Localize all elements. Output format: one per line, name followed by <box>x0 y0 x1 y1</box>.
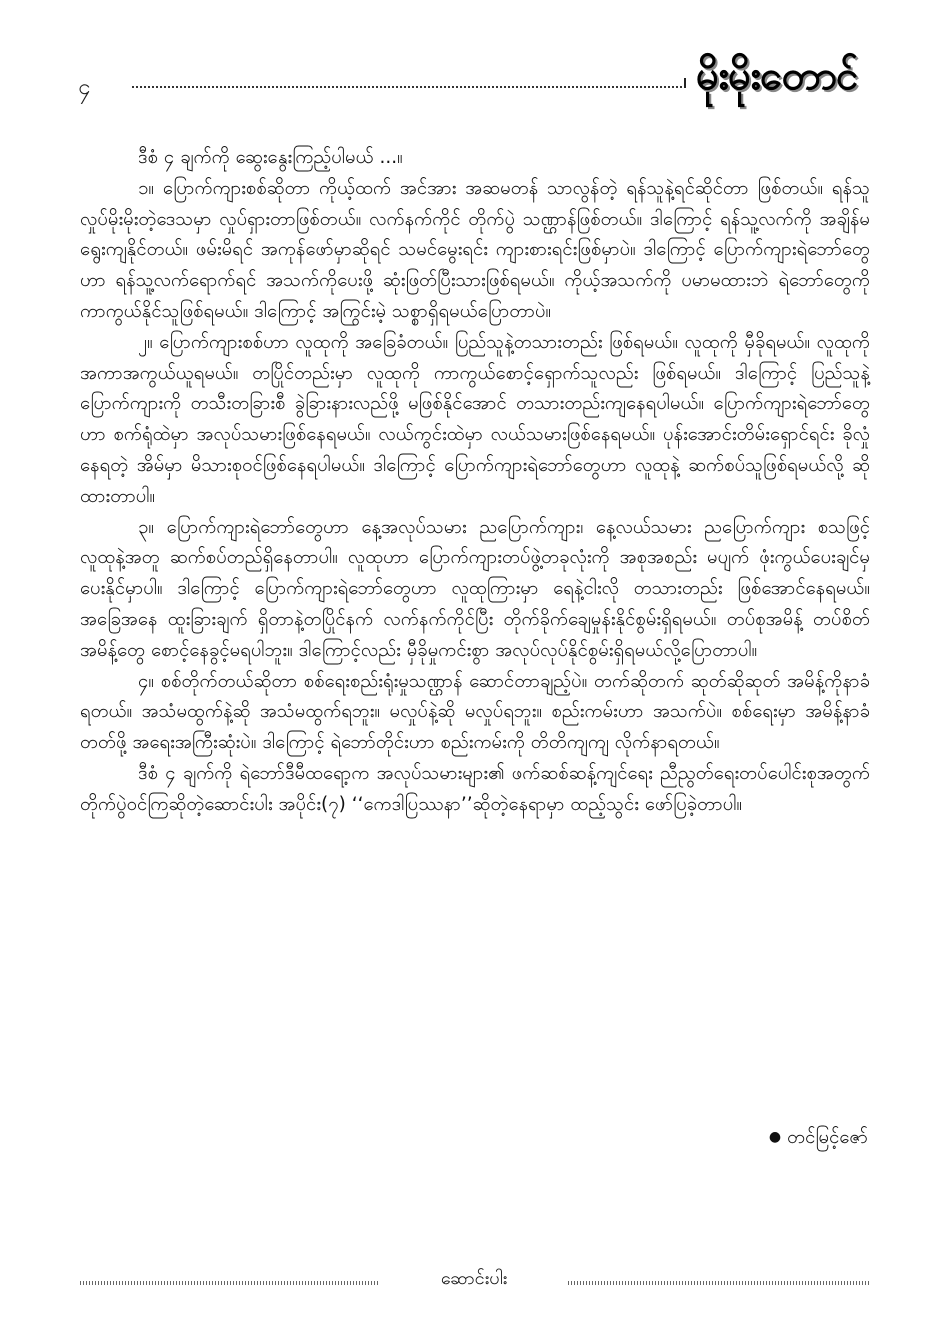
intro-paragraph: ဒီစံ ၄ ချက်ကို ဆွေးနွေးကြည့်ပါမယ် ...။ <box>138 147 403 168</box>
author-name: တင်မြင့်ဇော် <box>787 1127 868 1148</box>
header-rule-tick <box>684 78 686 88</box>
logo-text: မိုးမိုးတောင် <box>696 53 858 99</box>
article-body <box>80 143 870 821</box>
bullet-icon: ● <box>768 1129 782 1145</box>
publication-logo <box>696 48 872 104</box>
paragraph-3: ၃။ ပြောက်ကျားရဲဘော်တွေဟာ နေ့အလုပ်သမား ညပြောက်ကျား၊ နေ့လယ်သမား ညပြောက်ကျား စသဖြင့် လူထုနဲ့အတူ ဆက်စပ်တည်ရှိနေတာပါ။ လူထုဟာ ပြောက်ကျားတပ်ဖွဲ့တခုလုံးကို အစုအစည်း မပျက် ဖုံးကွယ်ပေးချင်မှ ပေးနိုင်မှာပါ။ ဒါကြောင့် ပြောက်ကျားရဲဘော်တွေဟာ လူထုကြားမှာ ရေနဲ့ငါးလို တသားတည်း ဖြစ်အောင်နေရမယ်။ အခြေအနေ ထူးခြားချက် ရှိတာနဲ့တပြိုင်နက် လက်နက်ကိုင်ပြီး တိုက်ခိုက်ချေမှုန်းနိုင်စွမ်းရှိရမယ်။ တပ်စုအမိန့် တပ်စိတ်အမိန့်တွေ စောင့်နေခွင့်မရပါဘူး။ ဒါကြောင့်လည်း မှီခိုမှုကင်းစွာ အလုပ်လုပ်နိုင်စွမ်းရှိရမယ်လို့ပြောတာပါ။ <box>80 516 870 661</box>
paragraph-4: ၄။ စစ်တိုက်တယ်ဆိုတာ စစ်ရေးစည်းရုံးမှုသဏ္ဌာန် ဆောင်တာချည့်ပဲ။ တက်ဆိုတက် ဆုတ်ဆိုဆုတ် အမိန့်ကိုနာခံရတယ်။ အသံမထွက်နဲ့ဆို အသံမထွက်ရဘူး။ မလှုပ်နဲ့ဆို မလှုပ်ရဘူး။ စည်းကမ်းဟာ အသက်ပဲ။ စစ်ရေးမှာ အမိန့်နာခံတတ်ဖို့ အရေးအကြီးဆုံးပဲ။ ဒါကြောင့် ရဲဘော်တိုင်းဟာ စည်းကမ်းကို တိတိကျကျ လိုက်နာရတယ်။ <box>80 670 870 754</box>
paragraph-2: ၂။ ပြောက်ကျားစစ်ဟာ လူထုကို အခြေခံတယ်။ ပြည်သူနဲ့တသားတည်း ဖြစ်ရမယ်။ လူထုကို မှီခိုရမယ်။ လူထုကို အကာအကွယ်ယူရမယ်။ တပြိုင်တည်းမှာ လူထုကို ကာကွယ်စောင့်ရှောက်သူလည်း ဖြစ်ရမယ်။ ဒါကြောင့် ပြည်သူနဲ့ ပြောက်ကျားကို တသီးတခြားစီ ခွဲခြားနားလည်ဖို့ မဖြစ်နိုင်အောင် တသားတည်းကျနေရပါမယ်။ ပြောက်ကျားရဲဘော်တွေဟာ စက်ရုံထဲမှာ အလုပ်သမားဖြစ်နေရမယ်။ လယ်ကွင်းထဲမှာ လယ်သမားဖြစ်နေရမယ်။ ပုန်းအောင်းတိမ်းရှောင်ရင်း ခိုလှုံနေရတဲ့ အိမ်မှာ မိသားစုဝင်ဖြစ်နေရပါမယ်။ ဒါကြောင့် ပြောက်ကျားရဲဘော်တွေဟာ လူထုနဲ့ ဆက်စပ်သူဖြစ်ရမယ်လို့ ဆိုထားတာပါ။ <box>80 331 870 507</box>
header-dotted-rule <box>132 86 686 88</box>
footer-rule-left <box>80 1281 380 1285</box>
author-byline <box>769 1122 868 1153</box>
footer-rule-right <box>568 1281 870 1285</box>
page-number: ၄ <box>78 75 91 100</box>
closing-paragraph: ဒီစံ ၄ ချက်ကို ရဲဘော်ဒီမီထရော့က အလုပ်သမားများ၏ ဖက်ဆစ်ဆန့်ကျင်ရေး ညီညွတ်ရေးတပ်ပေါင်းစုအတွက် တိုက်ပွဲဝင်ကြဆိုတဲ့ဆောင်းပါး အပိုင်း(၇) ‘‘ကေဒါပြဿနာ’’ဆိုတဲ့နေရာမှာ ထည့်သွင်း ဖော်ပြခဲ့တာပါ။ <box>80 762 870 815</box>
footer-section-label: ဆောင်းပါး <box>440 1268 508 1289</box>
paragraph-1: ၁။ ပြောက်ကျားစစ်ဆိုတာ ကိုယ့်ထက် အင်အား အဆမတန် သာလွန်တဲ့ ရန်သူနဲ့ရင်ဆိုင်တာ ဖြစ်တယ်။ ရန်သူလှုပ်မိုးမိုးတဲ့ဒေသမှာ လှုပ်ရှားတာဖြစ်တယ်။ လက်နက်ကိုင် တိုက်ပွဲ သဏ္ဌာန်ဖြစ်တယ်။ ဒါကြောင့် ရန်သူ့လက်ကို အချိန်မရွေးကျနိုင်တယ်။ ဖမ်းမိရင် အကုန်ဖော်မှာဆိုရင် သမင်မွေးရင်း ကျားစားရင်းဖြစ်မှာပဲ။ ဒါကြောင့် ပြောက်ကျားရဲဘော်တွေဟာ ရန်သူ့လက်ရောက်ရင် အသက်ကိုပေးဖို့ ဆုံးဖြတ်ပြီးသားဖြစ်ရမယ်။ ကိုယ့်အသက်ကို ပမာမထားဘဲ ရဲဘော်တွေကို ကာကွယ်နိုင်သူဖြစ်ရမယ်။ ဒါကြောင့် အကြွင်းမဲ့ သစ္စာရှိရမယ်ပြောတာပဲ။ <box>80 177 870 322</box>
